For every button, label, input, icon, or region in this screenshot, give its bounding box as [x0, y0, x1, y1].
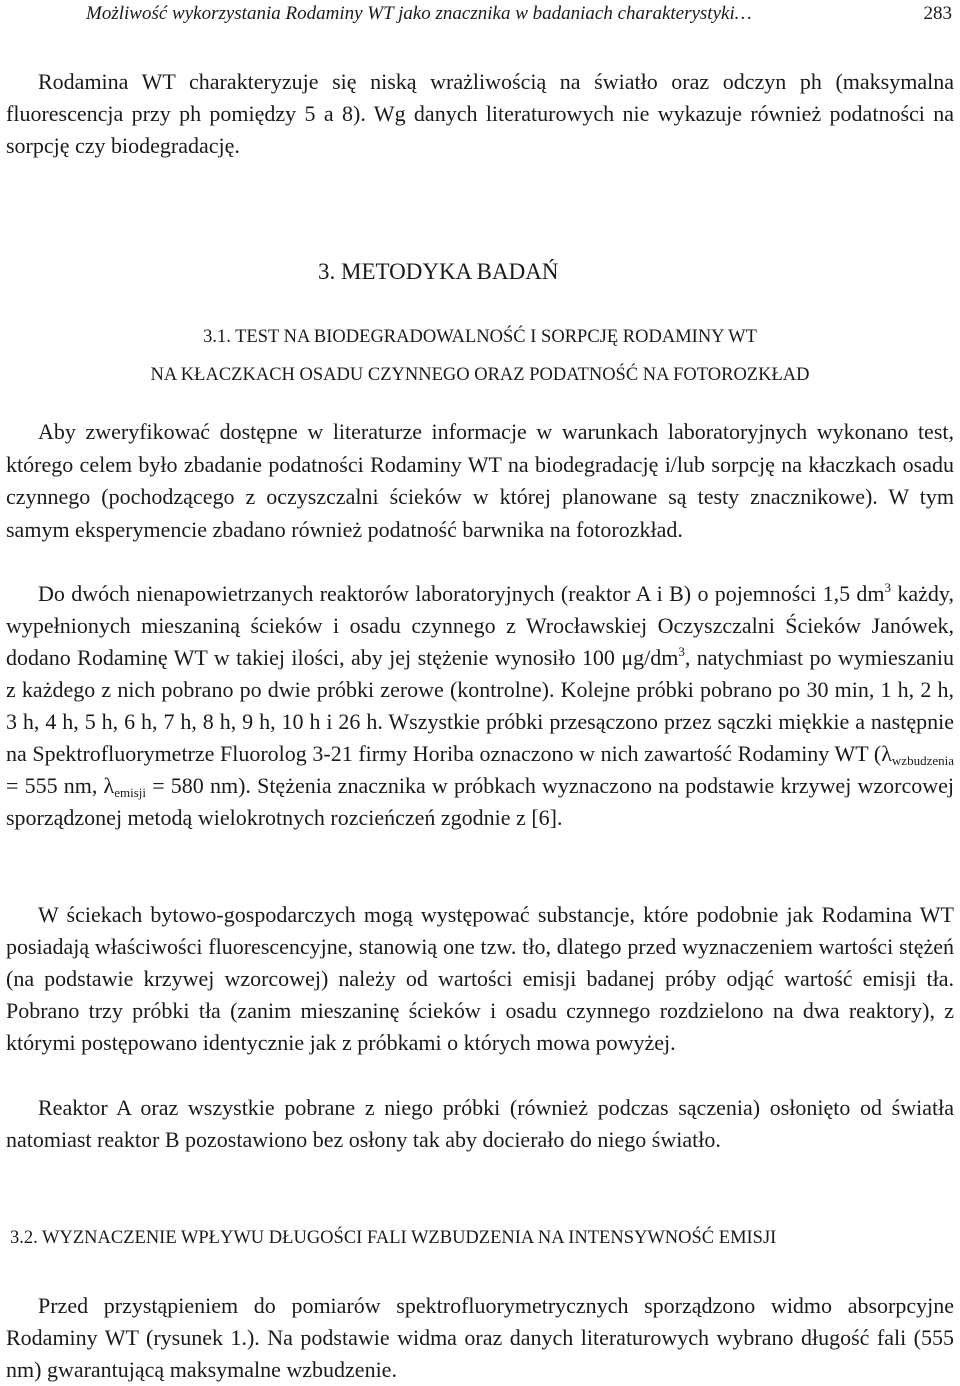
running-head-title: Możliwość wykorzystania Rodaminy WT jako znacznika w badaniach charakterystyki… — [86, 3, 752, 24]
intro-paragraph — [6, 66, 954, 162]
paragraph-spectrum — [6, 1290, 954, 1386]
unit-superscript: 3 — [678, 644, 685, 659]
page-number: 283 — [923, 3, 952, 24]
paragraph-method — [6, 578, 954, 834]
paragraph-background — [6, 899, 954, 1059]
method-text-2: każdy, wypełnionych mieszaniną ścieków i osadu czynnego z Wrocławskiej Oczyszczalni Ścieków Janówek, dodano Rodaminę WT w takiej ilości, aby jej stężenie wynosiło 100 μg/dm — [6, 581, 954, 670]
lambda-subscript: emisji — [114, 785, 147, 800]
intro-paragraph-text: Rodamina WT charakteryzuje się niską wrażliwością na światło oraz odczyn ph (maksymalna fluorescencja przy ph pomiędzy 5 a 8). Wg danych literaturowych nie wykazuje również podatności na sorpcję czy biodegradację. — [6, 69, 954, 158]
paragraph-reactor — [6, 1092, 954, 1156]
paragraph-background-text: W ściekach bytowo-gospodarczych mogą występować substancje, które podobnie jak Rodamina WT posiadają właściwości fluorescencyjne, stanowią one tzw. tło, dlatego przed wyznaczeniem wartości stężeń (na podstawie krzywej wzorcowej) należy od wartości emisji badanej próby odjąć wartość emisji tła. Pobrano trzy próbki tła (zanim mieszaninę ścieków i osadu czynnego rozdzielono na dwa reaktory), z którymi postępowano identycznie jak z próbkami o których mowa powyżej. — [6, 902, 954, 1055]
subsection-1-line1: 3.1. TEST NA BIODEGRADOWALNOŚĆ I SORPCJĘ RODAMINY WT — [203, 327, 757, 347]
subsection-1-heading — [0, 318, 960, 394]
subsection-1-line2: NA KŁACZKACH OSADU CZYNNEGO ORAZ PODATNOŚĆ NA FOTOROZKŁAD — [150, 365, 810, 385]
running-head — [86, 2, 952, 26]
method-text-1: Do dwóch nienapowietrzanych reaktorów laboratoryjnych (reaktor A i B) o pojemności 1,5 dm — [38, 581, 885, 606]
unit-superscript: 3 — [884, 580, 892, 595]
subsection-2-heading: 3.2. WYZNACZENIE WPŁYWU DŁUGOŚCI FALI WZBUDZENIA NA INTENSYWNOŚĆ EMISJI — [10, 1228, 777, 1248]
method-text-3: , natychmiast po wymieszaniu z każdego z nich pobrano po dwie próbki zerowe (kontrolne). Kolejne próbki pobrano po 30 min, 1 h, 2 h, 3 h, 4 h, 5 h, 6 h, 7 h, 8 h, 9 h, 10 h i 26 h. Wszystkie próbki przesączono przez sączki miękkie a następnie na Spektrofluorymetrze Fluorolog 3-21 firmy Horiba oznaczono w nich zawartość Rodaminy WT (λ — [6, 645, 955, 766]
paragraph-aim-text: Aby zweryfikować dostępne w literaturze informacje w warunkach laboratoryjnych wykonano test, którego celem było zbadanie podatności Rodaminy WT na biodegradację i/lub sorpcję na kłaczkach osadu czynnego (pochodzącego z oczyszczalni ścieków w której planowane są testy znacznikowe). W tym samym eksperymencie zbadano również podatność barwnika na fotorozkład. — [6, 419, 954, 542]
method-text-4: = 555 nm, λ — [6, 773, 115, 798]
method-text-5: = 580 nm). Stężenia znacznika w próbkach wyznaczono na podstawie krzywej wzorcowej sporządzonej metodą wielokrotnych rozcieńczeń zgodnie z [6]. — [6, 773, 954, 830]
paragraph-reactor-text: Reaktor A oraz wszystkie pobrane z niego próbki (również podczas sączenia) osłonięto od światła natomiast reaktor B pozostawiono bez osłony tak aby docierało do niego światło. — [6, 1095, 954, 1152]
lambda-subscript: wzbudzenia — [891, 753, 954, 768]
paragraph-aim — [6, 416, 954, 546]
paragraph-spectrum-text: Przed przystąpieniem do pomiarów spektrofluorymetrycznych sporządzono widmo absorpcyjne Rodaminy WT (rysunek 1.). Na podstawie widma oraz danych literaturowych wybrano długość fali (555 nm) gwarantującą maksymalne wzbudzenie. — [6, 1293, 954, 1382]
section-heading: 3. METODYKA BADAŃ — [318, 259, 559, 284]
